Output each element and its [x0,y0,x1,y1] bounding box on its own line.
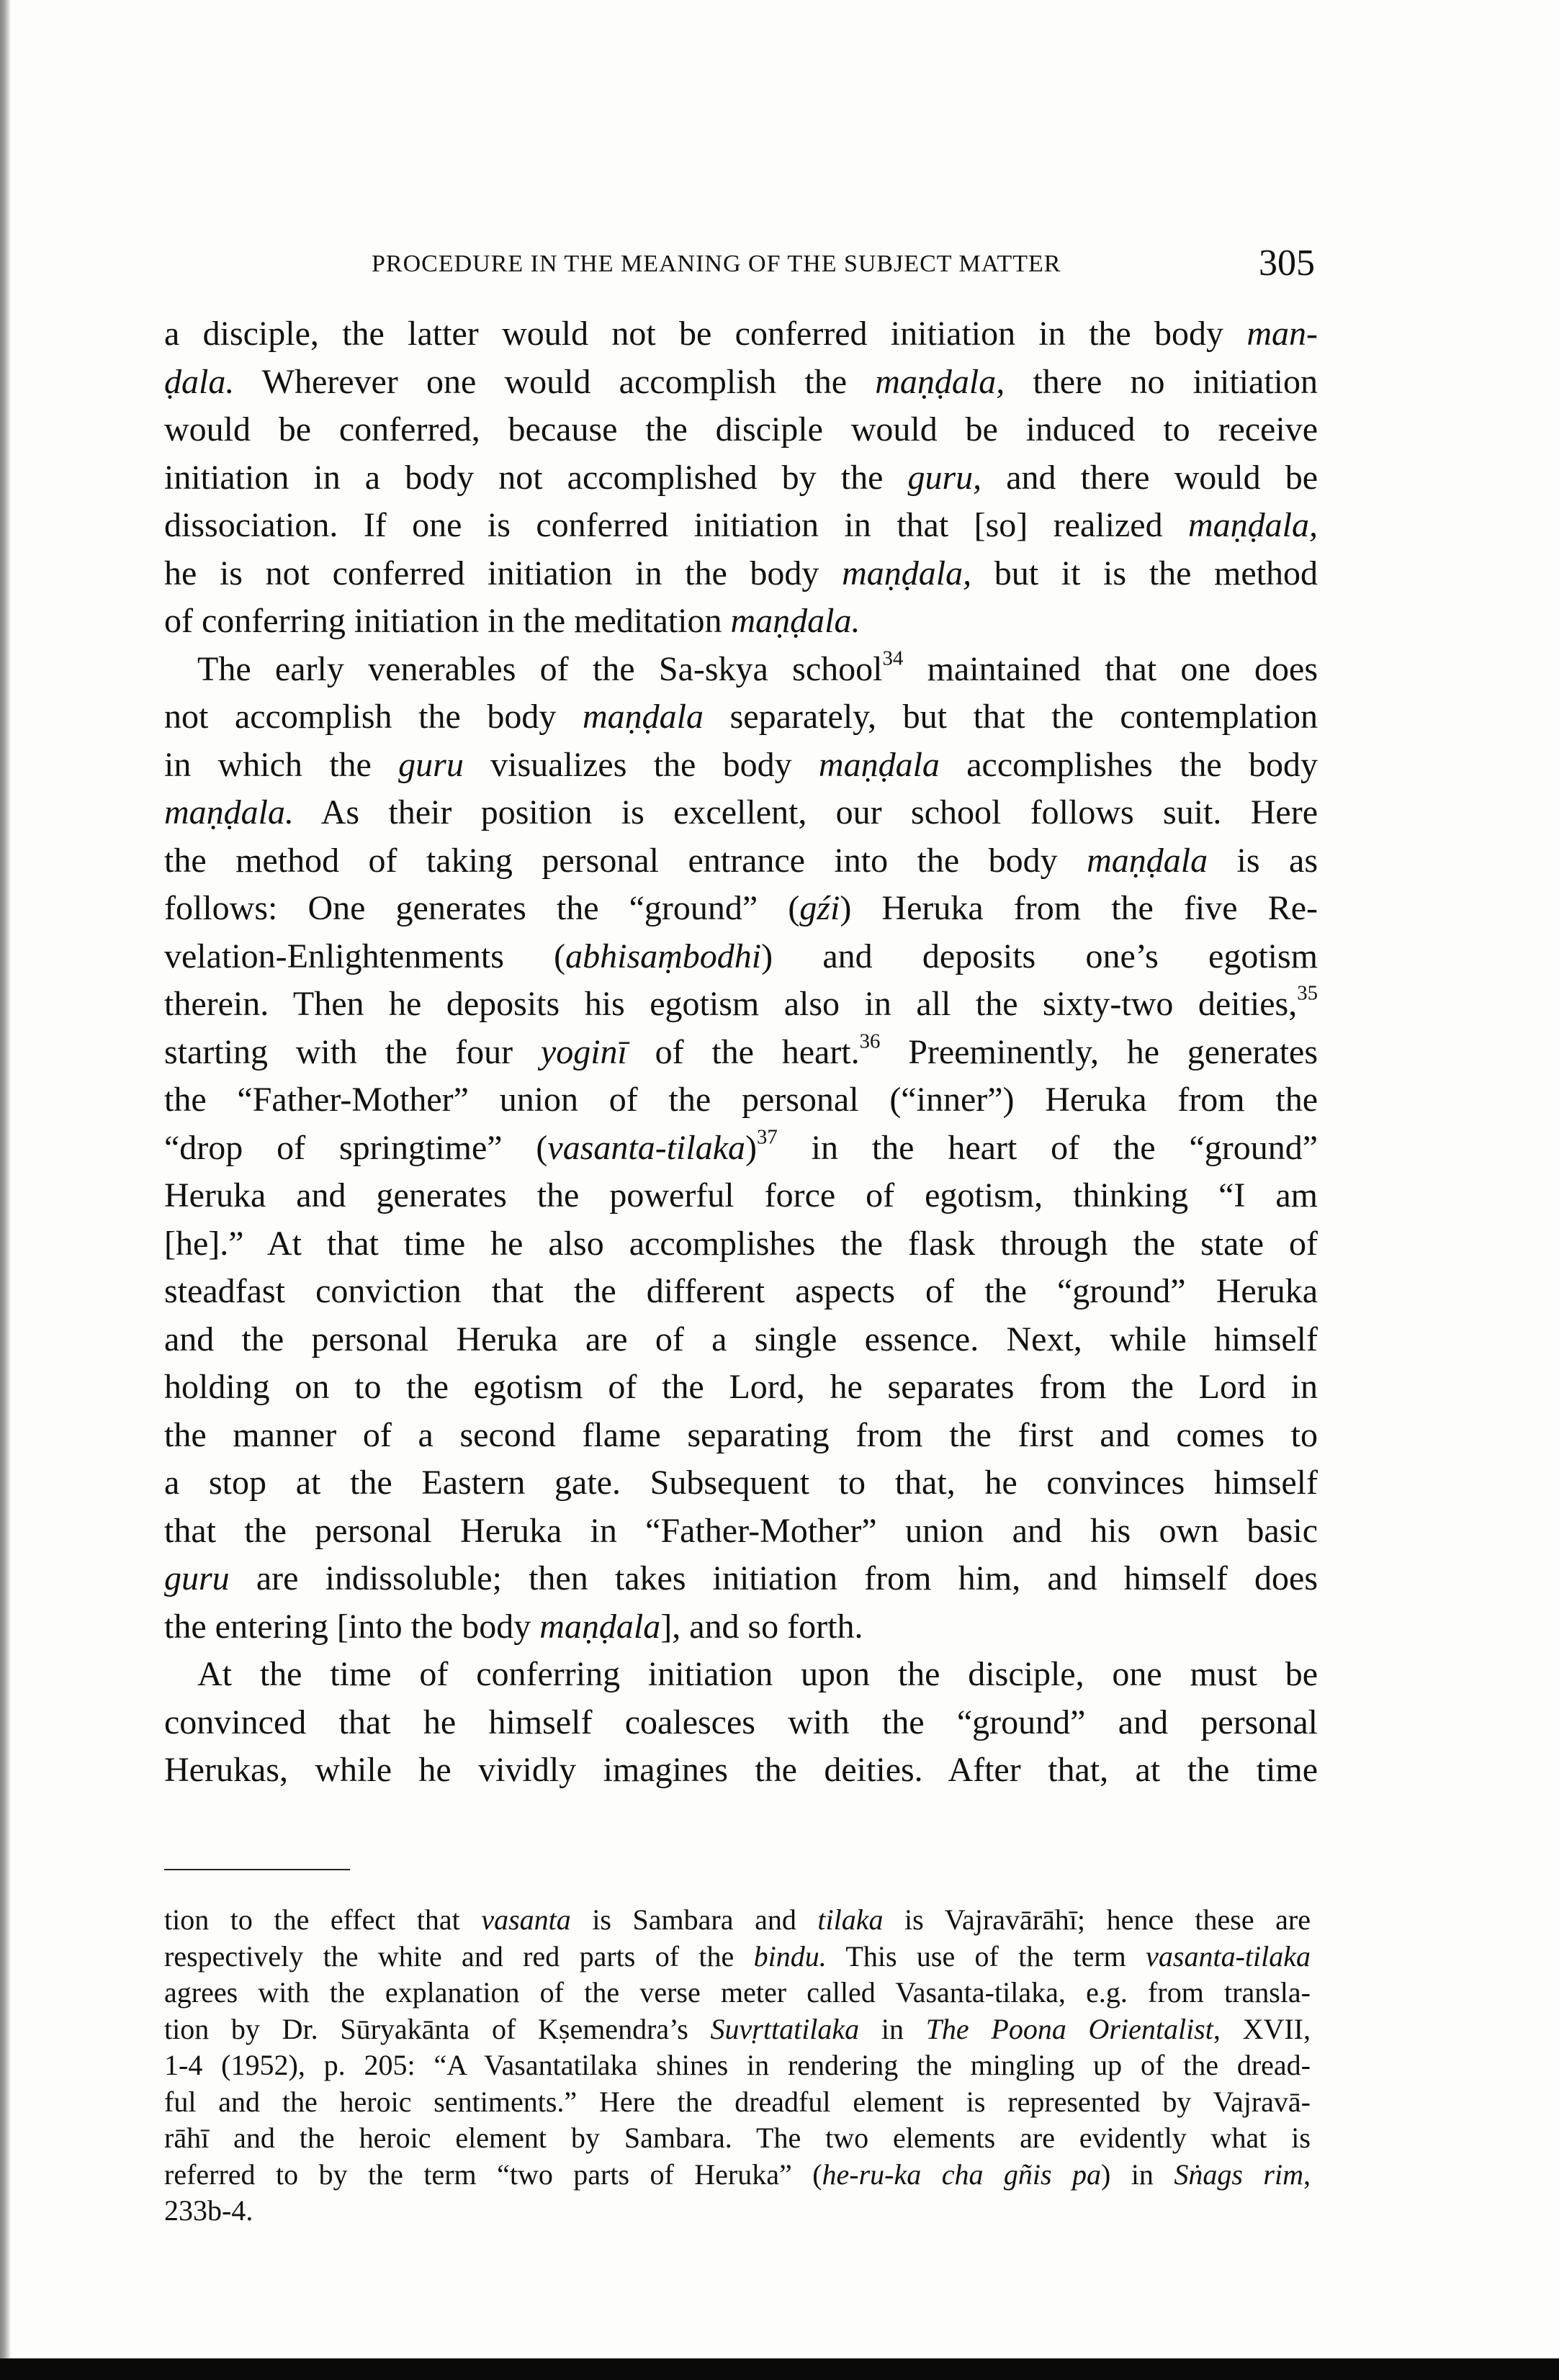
text-run: in [859,2012,926,2045]
italic-term: guru [164,1559,230,1597]
text-run: a disciple, the latter would not be conferred initiation in the body [164,315,1247,353]
body-line [164,693,1318,742]
italic-term: abhisaṃbodhi [565,937,762,975]
body-line [164,1699,1318,1747]
italic-term: yoginī [540,1032,627,1071]
body-line [164,454,1318,502]
italic-term: bindu. [753,1939,827,1973]
text-run: and there would be [981,458,1318,497]
text-run: 1-4 (1952), p. 205: “A Vasantatilaka shines in rendering the mingling up of the dread- [164,2049,1311,2081]
text-run: holding on to the egotism of the Lord, he separates from the Lord in [164,1368,1318,1406]
body-line [164,1172,1318,1220]
italic-term: guru, [907,458,982,497]
text-run: This use of the term [826,1939,1146,1973]
text-run: convinced that he himself coalesces with the “ground” and personal [164,1703,1318,1741]
footnote-line [164,1939,1311,1975]
footnote-ref: 34 [882,646,904,670]
text-run: rāhī and the heroic element by Sambara. The two elements are evidently what is [164,2122,1311,2154]
text-run: ) and deposits one’s egotism [761,937,1318,975]
text-run: agrees with the explanation of the verse meter called Vasanta-tilaka, e.g. from transla- [164,1976,1311,2009]
text-run: maintained that one does [903,649,1318,688]
text-run: are indissoluble; then takes initiation from him, and himself does [229,1559,1318,1597]
footnote-line [164,2157,1311,2194]
text-run: tion by Dr. Sūryakānta of Kṣemendra’s [164,2012,711,2045]
italic-term: guru [398,745,464,784]
text-run: steadfast conviction that the different aspects of the “ground” Heruka [164,1272,1318,1310]
text-run: but it is the method [971,554,1318,592]
italic-term: The Poona Orientalist [925,2012,1213,2045]
italic-term: maṇḍala. [164,793,294,831]
scan-edge-shadow [0,0,10,2380]
footnote-line [164,1902,1311,1939]
body-line [164,1363,1318,1412]
italic-term: maṇḍala. [730,602,861,640]
text-run: dissociation. If one is conferred initiation in that [so] realized [164,506,1188,544]
footnote-line [164,2120,1311,2157]
footnote-line [164,2084,1311,2121]
text-run: a stop at the Eastern gate. Subsequent to that, he convinces himself [164,1464,1318,1502]
italic-term: maṇḍala, [842,554,972,592]
body-line [164,742,1318,790]
text-run: ], and so forth. [660,1607,863,1646]
italic-term: maṇḍala [1087,841,1208,880]
italic-term: maṇḍala, [1188,506,1318,544]
body-line [164,406,1318,454]
body-line [164,1507,1318,1556]
body-line [164,789,1318,837]
italic-term: ḍala. [164,362,235,401]
italic-term: tilaka [817,1903,884,1936]
body-line [164,550,1318,598]
text-run: Herukas, while he vividly imagines the deities. After that, at the time [164,1751,1318,1789]
text-run: he is not conferred initiation in the body [164,554,843,592]
running-head: PROCEDURE IN THE MEANING OF THE SUBJECT MATTER [372,251,1061,277]
italic-term: man- [1246,315,1318,353]
body-line [164,310,1318,359]
text-run: therein. Then he deposits his egotism also in all the sixty-two deities, [164,985,1298,1023]
text-run: [he].” At that time he also accomplishes the flask through the state of [164,1224,1318,1263]
text-run: not accomplish the body [164,698,583,736]
text-run: Preeminently, he generates [880,1032,1318,1071]
footnote-ref: 36 [859,1029,881,1052]
text-run: ) in [1101,2158,1174,2191]
body-text [164,310,1318,1795]
text-run: the entering [into the body [164,1607,540,1646]
text-run: the “Father-Mother” union of the personal (“inner”) Heruka from the [164,1081,1318,1119]
footnote-line [164,1975,1311,2011]
text-run: of conferring initiation in the meditation [164,602,731,640]
text-run: accomplishes the body [939,745,1318,784]
text-run: would be conferred, because the disciple would be induced to receive [164,410,1318,448]
text-run: is Sambara and [570,1903,818,1936]
body-line [164,1459,1318,1507]
text-run: initiation in a body not accomplished by the [164,458,908,497]
italic-term: vasanta [481,1903,571,1936]
italic-term: vasanta-tilaka [1146,1939,1311,1973]
text-run: 233b-4. [164,2194,253,2227]
text-run: velation-Enlightenments ( [164,937,566,975]
page-number: 305 [1259,243,1315,284]
body-line [164,598,1318,646]
body-line [164,1220,1318,1268]
footnote-line [164,2047,1311,2084]
text-run: referred to by the term “two parts of Heruka” ( [164,2158,822,2191]
text-run: , [1303,2158,1311,2191]
text-run: , XVII, [1213,2012,1311,2045]
body-line [164,359,1318,407]
text-run: is as [1208,841,1318,880]
text-run: ful and the heroic sentiments.” Here the dreadful element is represented by Vajravā- [164,2085,1311,2118]
body-line [164,837,1318,885]
text-run: the method of taking personal entrance into the body [164,841,1087,880]
text-run: The early venerables of the Sa-skya school [197,649,883,688]
text-run: the manner of a second flame separating from the first and comes to [164,1415,1318,1454]
body-line [164,1746,1318,1795]
footnote-line [164,2011,1311,2048]
text-run: As their position is excellent, our school follows suit. Here [294,793,1318,831]
footnote-rule [164,1869,350,1870]
text-run: At the time of conferring initiation upon the disciple, one must be [197,1655,1318,1693]
italic-term: gźi [799,889,840,927]
italic-term: maṇḍala [539,1607,661,1646]
footnote-ref: 35 [1297,981,1318,1005]
text-run: and the personal Heruka are of a single essence. Next, while himself [164,1320,1318,1358]
italic-term: Sṅags rim [1174,2158,1303,2191]
text-run: is Vajravārāhī; hence these are [883,1903,1311,1936]
italic-term: he-ru-ka cha gñis pa [822,2158,1102,2191]
italic-term: maṇḍala [583,698,704,736]
body-line [164,885,1318,933]
body-line [164,1029,1318,1077]
text-run: Heruka and generates the powerful force of egotism, thinking “I am [164,1176,1318,1214]
text-run: ) Heruka from the five Re- [840,889,1318,927]
body-line [164,1603,1318,1651]
text-run: “drop of springtime” ( [164,1128,548,1167]
text-run: of the heart. [626,1032,860,1071]
footnotes [164,1902,1311,2230]
body-line [164,1076,1318,1124]
text-run: respectively the white and red parts of the [164,1939,754,1973]
italic-term: vasanta-tilaka [547,1128,746,1167]
text-run: tion to the effect that [164,1903,482,1936]
text-run: separately, but that the contemplation [704,698,1318,736]
text-run: in which the [164,745,399,784]
body-line [164,502,1318,550]
body-line [164,1316,1318,1364]
scan-bottom-border [0,2358,1559,2380]
text-run: there no initiation [1005,362,1318,401]
text-run: follows: One generates the “ground” ( [164,889,800,927]
body-line [164,1651,1318,1699]
text-run: ) [745,1128,758,1167]
body-line [164,981,1318,1029]
text-run: in the heart of the “ground” [777,1128,1318,1167]
text-run: that the personal Heruka in “Father-Mother” union and his own basic [164,1511,1318,1550]
italic-term: Suvṛttatilaka [710,2012,860,2045]
body-line [164,1555,1318,1603]
body-line [164,646,1318,694]
footnote-ref: 37 [757,1124,778,1148]
text-run: visualizes the body [463,745,819,784]
body-line [164,1412,1318,1460]
body-line [164,1124,1318,1173]
italic-term: maṇḍala, [875,362,1005,401]
body-line [164,933,1318,981]
footnote-line [164,2193,1311,2230]
italic-term: maṇḍala [818,745,940,784]
body-line [164,1268,1318,1316]
text-run: Wherever one would accomplish the [234,362,876,401]
text-run: starting with the four [164,1032,541,1071]
